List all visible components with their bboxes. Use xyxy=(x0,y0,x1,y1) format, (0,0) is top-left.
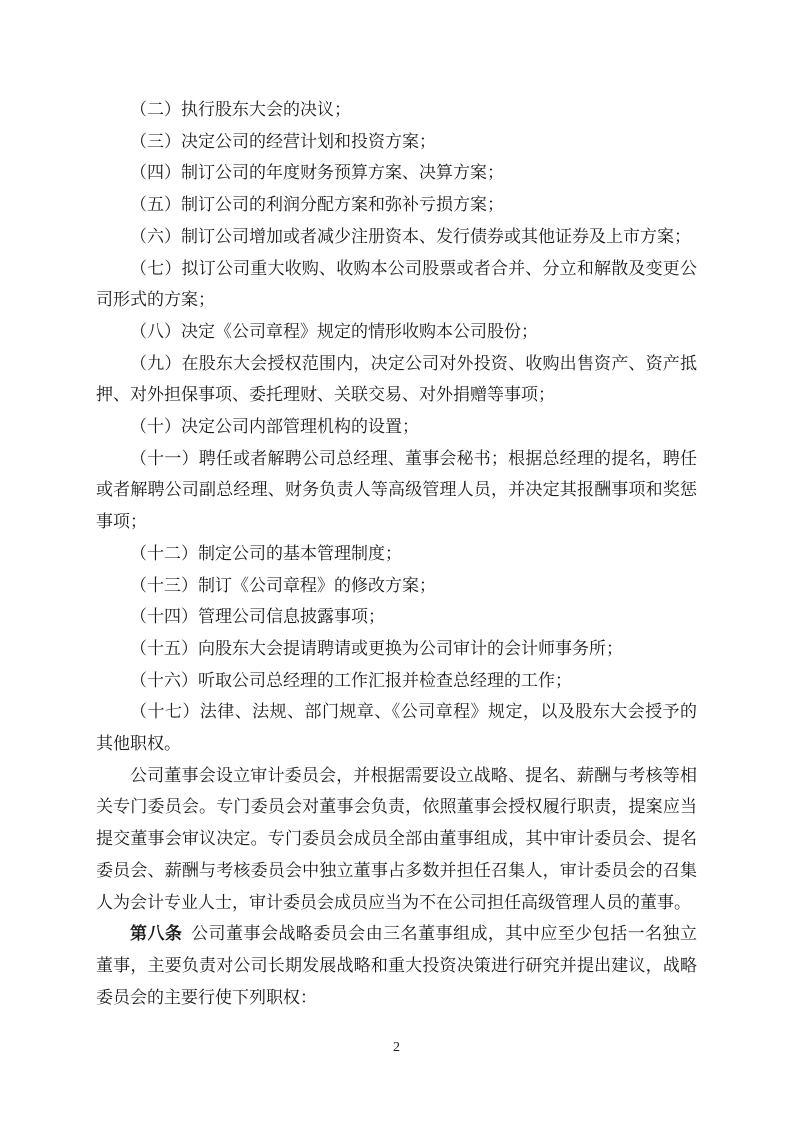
committees-paragraph: 公司董事会设立审计委员会，并根据需要设立战略、提名、薪酬与考核等相关专门委员会。专门委员会对董事会负责，依照董事会授权履行职责，提案应当提交董事会审议决定。专门委员会成员全部由董事组成，其中审计委员会、提名委员会、薪酬与考核委员会中独立董事占多数并担任召集人，审计委员会的召集人为会计专业人士，审计委员会成员应当为不在公司担任高级管理人员的董事。 xyxy=(96,765,697,912)
clause-item-8: （八）决定《公司章程》规定的情形收购本公司股份； xyxy=(130,321,538,341)
clause-item-10: （十）决定公司内部管理机构的设置； xyxy=(130,417,419,437)
clause-item-6: （六）制订公司增加或者减少注册资本、发行债券或其他证券及上市方案； xyxy=(130,226,691,246)
article-8-number: 第八条 xyxy=(130,924,183,944)
clause-item-2: （二）执行股东大会的决议； xyxy=(130,100,351,119)
clause-item-12: （十二）制定公司的基本管理制度； xyxy=(130,543,402,563)
clause-item-17: （十七）法律、法规、部门规章、《公司章程》规定，以及股东大会授予的其他职权。 xyxy=(96,702,697,754)
clause-item-7: （七）拟订公司重大收购、收购本公司股票或者合并、分立和解散及变更公司形式的方案； xyxy=(96,258,697,310)
clause-item-3: （三）决定公司的经营计划和投资方案； xyxy=(130,131,436,151)
clause-item-4: （四）制订公司的年度财务预算方案、决算方案； xyxy=(130,163,504,183)
document-body xyxy=(96,94,697,1013)
clause-item-15: （十五）向股东大会提请聘请或更换为公司审计的会计师事务所； xyxy=(130,638,623,658)
article-8-text: 公司董事会战略委员会由三名董事组成，其中应至少包括一名独立董事，主要负责对公司长期发展战略和重大投资决策进行研究并提出建议，战略委员会的主要行使下列职权： xyxy=(96,924,698,1007)
clause-item-13: （十三）制订《公司章程》的修改方案； xyxy=(130,575,436,595)
article-8-paragraph xyxy=(96,918,697,1013)
clause-item-14: （十四）管理公司信息披露事项； xyxy=(130,607,385,627)
clause-item-5: （五）制订公司的利润分配方案和弥补亏损方案； xyxy=(130,195,504,215)
clause-item-11: （十一）聘任或者解聘公司总经理、董事会秘书；根据总经理的提名，聘任或者解聘公司副总经理、财务负责人等高级管理人员，并决定其报酬事项和奖惩事项； xyxy=(96,448,697,532)
clause-item-9: （九）在股东大会授权范围内，决定公司对外投资、收购出售资产、资产抵押、对外担保事项、委托理财、关联交易、对外捐赠等事项； xyxy=(96,353,697,405)
page-number: 2 xyxy=(393,1040,400,1055)
clause-item-16: （十六）听取公司总经理的工作汇报并检查总经理的工作； xyxy=(130,670,572,690)
